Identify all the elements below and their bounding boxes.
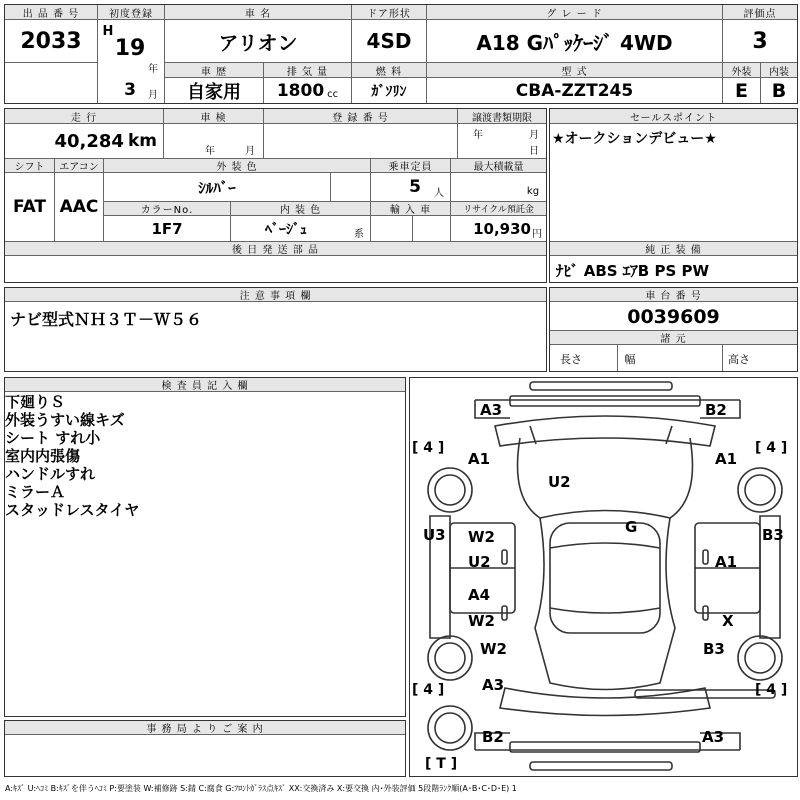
colorno-value: 1F7 bbox=[151, 219, 183, 238]
chassis-number: 0039609 bbox=[627, 306, 720, 328]
mileage-value: 40,284 bbox=[54, 130, 124, 152]
damage-mark: W2 bbox=[480, 640, 507, 658]
damage-mark: G bbox=[625, 518, 638, 536]
notes-label: 注 意 事 項 欄 bbox=[5, 288, 546, 302]
damage-mark: A1 bbox=[715, 553, 738, 571]
displacement-value: 1800 bbox=[276, 80, 325, 101]
score-label: 評価点 bbox=[723, 5, 797, 20]
chassis-label: 車 台 番 号 bbox=[550, 288, 797, 302]
damage-mark: A4 bbox=[468, 586, 491, 604]
legend: A:ｷｽﾞ U:ﾍｺﾐ B:ｷｽﾞを伴うﾍｺﾐ P:要塗装 W:補修跡 S:錆 C:腐食 G:ﾌﾛﾝﾄｶﾞﾗｽ点ｷｽﾞ XX:交換済み X:要交換 内･外装評価 5段階ﾗﾝｸ順(A･B･C･D･E) 1 bbox=[5, 783, 517, 793]
damage-mark: A3 bbox=[482, 676, 505, 694]
displacement-label: 排 気 量 bbox=[264, 63, 351, 77]
width-label: 幅 bbox=[624, 353, 636, 366]
color-value: ｼﾙﾊﾞｰ bbox=[198, 178, 236, 197]
history-value: 自家用 bbox=[187, 81, 241, 103]
interior-grade: B bbox=[771, 79, 787, 102]
office-label: 事 務 局 よ り ご 案 内 bbox=[5, 721, 405, 735]
intcolor-value: ﾍﾞｰｼﾞｭ bbox=[265, 221, 307, 238]
tire-depth: [ 4 ] bbox=[412, 682, 445, 698]
reg-month: 3 bbox=[124, 80, 136, 100]
mileage-label: 走 行 bbox=[5, 109, 163, 124]
equipment-value: ﾅﾋﾞ ABS ｴｱB PS PW bbox=[556, 261, 710, 280]
history-label: 車 歴 bbox=[165, 63, 263, 77]
damage-mark: A1 bbox=[468, 450, 491, 468]
ac-value: AAC bbox=[59, 197, 99, 217]
grade-value: A18 Gﾊﾟｯｹｰｼﾞ 4WD bbox=[476, 30, 673, 55]
door-label: ドア形状 bbox=[352, 5, 426, 20]
score-value: 3 bbox=[752, 28, 768, 54]
recycle-unit: 円 bbox=[532, 228, 542, 239]
maxload-label: 最大積載量 bbox=[451, 159, 546, 173]
inspector-line-5: ハンドルすれ bbox=[5, 465, 96, 483]
maxload-unit: kg bbox=[526, 185, 540, 197]
dims-label: 諸 元 bbox=[550, 331, 797, 345]
recycle-label: リサイクル預託金 bbox=[451, 202, 546, 216]
inspector-line-4: 室内内張傷 bbox=[5, 447, 81, 465]
fuel-value: ｶﾞｿﾘﾝ bbox=[371, 83, 407, 100]
reg-year: 19 bbox=[114, 35, 146, 61]
sales-point-label: セールスポイント bbox=[550, 109, 797, 124]
recycle-value: 10,930 bbox=[473, 219, 531, 238]
damage-mark: W2 bbox=[468, 528, 495, 546]
shift-label: シフト bbox=[5, 159, 54, 173]
damage-mark: B2 bbox=[705, 401, 727, 419]
damage-mark: B3 bbox=[762, 526, 784, 544]
era-mark: H bbox=[102, 24, 114, 38]
inspection-label: 車 検 bbox=[164, 109, 263, 124]
grade-label: グ レ ー ド bbox=[427, 5, 722, 20]
car-name-label: 車 名 bbox=[165, 5, 351, 20]
ac-label: エアコン bbox=[55, 159, 103, 173]
colorno-label: カラーNo. bbox=[104, 202, 230, 216]
door-value: 4SD bbox=[366, 29, 412, 53]
month-unit: 月 bbox=[148, 89, 158, 100]
exterior-label: 外装 bbox=[723, 63, 760, 77]
model-value: CBA-ZZT245 bbox=[515, 80, 634, 101]
damage-mark: A1 bbox=[715, 450, 738, 468]
length-label: 長さ bbox=[560, 353, 582, 366]
displacement-field bbox=[264, 78, 351, 103]
inspector-label: 検 査 員 記 入 欄 bbox=[5, 378, 405, 392]
transfer-year-unit: 年 bbox=[473, 129, 483, 140]
damage-mark: A3 bbox=[702, 728, 725, 746]
damage-mark: W2 bbox=[468, 612, 495, 630]
shift-value: FAT bbox=[12, 197, 47, 217]
displacement-unit: cc bbox=[327, 89, 339, 100]
notes-value: ナビ型式ＮＨ３Ｔ－Ｗ５６ bbox=[10, 309, 203, 329]
damage-mark: A3 bbox=[480, 401, 503, 419]
capacity-value: 5 bbox=[409, 177, 421, 197]
year-unit: 年 bbox=[148, 63, 158, 74]
tire-spare: [ T ] bbox=[425, 756, 458, 772]
damage-mark: B2 bbox=[482, 728, 504, 746]
lot-label: 出 品 番 号 bbox=[5, 5, 97, 20]
mileage-field bbox=[5, 124, 163, 158]
car-outline bbox=[410, 378, 799, 778]
mileage-unit: km bbox=[127, 131, 157, 151]
car-name: アリオン bbox=[218, 30, 298, 55]
inspector-line-3: シート すれ小 bbox=[5, 429, 101, 447]
model-label: 型 式 bbox=[427, 63, 722, 77]
transfer-label: 譲渡書類期限 bbox=[458, 109, 546, 124]
tire-depth: [ 4 ] bbox=[412, 440, 445, 456]
damage-mark: U2 bbox=[548, 473, 571, 491]
damage-mark: U3 bbox=[423, 526, 446, 544]
inspection-year-unit: 年 bbox=[205, 145, 215, 156]
color-label: 外 装 色 bbox=[104, 159, 370, 173]
inspector-line-1: 下廻りＳ bbox=[5, 393, 66, 411]
sales-point-value: ★オークションデビュー★ bbox=[552, 131, 717, 147]
transfer-month-unit: 月 bbox=[529, 129, 539, 140]
inspector-line-7: スタッドレスタイヤ bbox=[5, 501, 140, 519]
reg-label: 初度登録 bbox=[98, 5, 164, 20]
inspection-month-unit: 月 bbox=[245, 145, 255, 156]
interior-label: 内装 bbox=[761, 63, 797, 77]
fuel-label: 燃 料 bbox=[352, 63, 426, 77]
damage-mark: U2 bbox=[468, 553, 491, 571]
damage-mark: B3 bbox=[703, 640, 725, 658]
damage-mark: X bbox=[722, 612, 734, 630]
intcolor-label: 内 装 色 bbox=[231, 202, 370, 216]
equipment-label: 純 正 装 備 bbox=[550, 242, 797, 256]
transfer-day-unit: 日 bbox=[529, 145, 539, 156]
damage-diagram bbox=[409, 377, 798, 777]
capacity-label: 乗車定員 bbox=[371, 159, 450, 173]
regno-label: 登 録 番 号 bbox=[264, 109, 457, 124]
lot-number: 2033 bbox=[20, 28, 82, 54]
capacity-unit: 人 bbox=[434, 187, 444, 198]
import-label: 輸 入 車 bbox=[371, 202, 450, 216]
inspector-line-2: 外装うすい線キズ bbox=[5, 411, 125, 429]
tire-depth: [ 4 ] bbox=[755, 440, 788, 456]
intcolor-unit: 系 bbox=[354, 228, 364, 239]
exterior-grade: E bbox=[735, 79, 748, 102]
height-label: 高さ bbox=[728, 353, 750, 366]
tire-depth: [ 4 ] bbox=[755, 682, 788, 698]
later-parts-label: 後 日 発 送 部 品 bbox=[5, 242, 546, 256]
inspector-line-6: ミラーＡ bbox=[5, 483, 66, 501]
